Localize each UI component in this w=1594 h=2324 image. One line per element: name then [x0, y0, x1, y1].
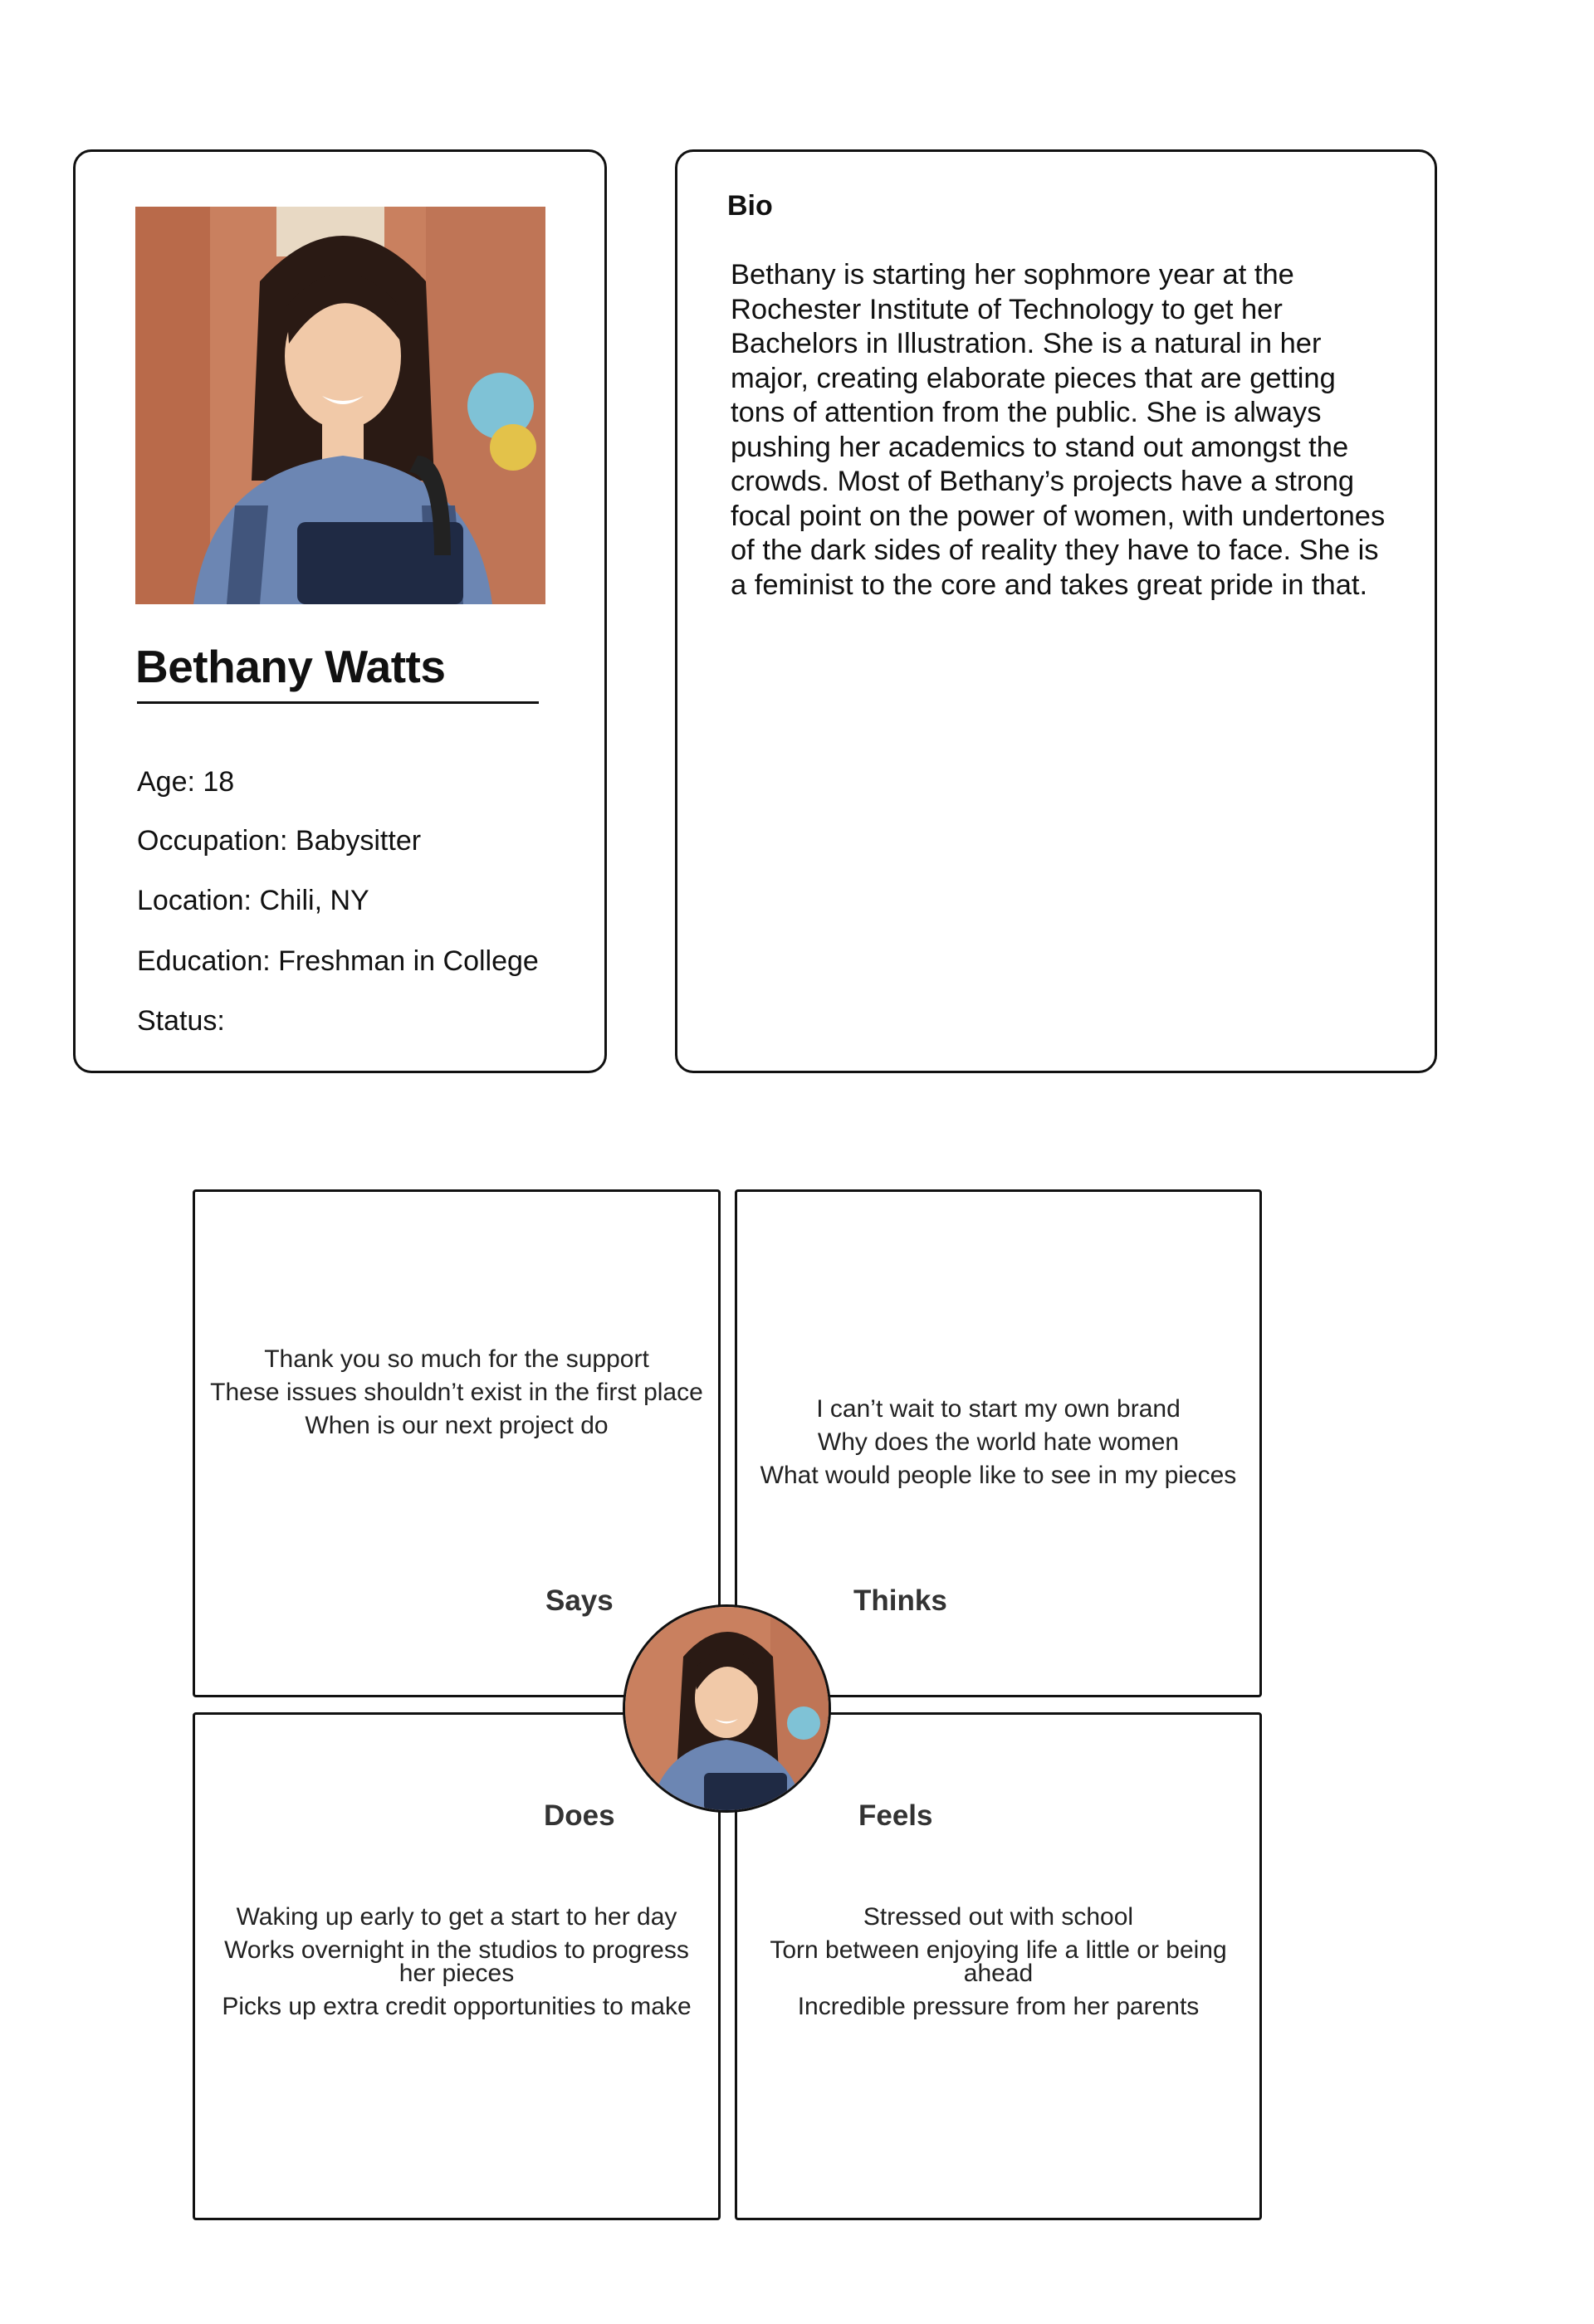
- profile-card: [73, 149, 607, 1073]
- thinks-item: Why does the world hate women: [817, 1428, 1180, 1456]
- persona-name: Bethany Watts: [135, 641, 446, 692]
- feels-item: Incredible pressure from her parents: [797, 1993, 1200, 2020]
- thinks-title: Thinks: [853, 1584, 947, 1617]
- bio-heading: Bio: [727, 190, 773, 222]
- does-list: [195, 1901, 718, 2024]
- thinks-item: What would people like to see in my pieces: [760, 1462, 1237, 1489]
- says-list: [195, 1343, 718, 1443]
- detail-location: Location: Chili, NY: [137, 885, 369, 916]
- says-title: Says: [545, 1584, 614, 1617]
- thinks-item: I can’t wait to start my own brand: [816, 1395, 1181, 1423]
- says-item: Thank you so much for the support: [264, 1345, 649, 1373]
- center-avatar: [623, 1604, 831, 1813]
- portrait-avatar-icon: [625, 1607, 829, 1810]
- feels-title: Feels: [858, 1799, 933, 1832]
- thinks-list: [737, 1393, 1259, 1492]
- detail-status: Status:: [137, 1005, 225, 1037]
- portrait-photo-icon: [135, 207, 545, 604]
- bio-card: [675, 149, 1437, 1073]
- bio-text: Bethany is starting her sophmore year at the Rochester Institute of Technology to get her Bachelors in Illustration. She is a natural in her major, creating elaborate pieces that are getting tons of attention from the public. She is always pushing her academics to stand out amongst the crowds. Most of Bethany’s projects have a strong focal point on the power of women, with undertones of the dark sides of reality they have to face. She is a feminist to the core and takes great pride in that.: [731, 259, 1386, 601]
- detail-age: Age: 18: [137, 766, 235, 798]
- does-item: Works overnight in the studios to progress her pieces: [224, 1936, 689, 1987]
- feels-list: [737, 1901, 1259, 2024]
- thinks-quadrant: [735, 1189, 1262, 1697]
- feels-quadrant: [735, 1712, 1262, 2220]
- does-quadrant: [193, 1712, 721, 2220]
- feels-item: Torn between enjoying life a little or being ahead: [770, 1936, 1227, 1987]
- does-title: Does: [544, 1799, 615, 1832]
- feels-item: Stressed out with school: [863, 1903, 1134, 1931]
- does-item: Waking up early to get a start to her day: [236, 1903, 677, 1931]
- name-underline: [137, 701, 539, 704]
- says-item: When is our next project do: [305, 1412, 609, 1439]
- does-item: Picks up extra credit opportunities to make: [222, 1993, 692, 2020]
- detail-education: Education: Freshman in College: [137, 945, 539, 977]
- says-quadrant: [193, 1189, 721, 1697]
- detail-occupation: Occupation: Babysitter: [137, 825, 422, 857]
- profile-photo: [135, 207, 545, 604]
- says-item: These issues shouldn’t exist in the first place: [210, 1379, 703, 1406]
